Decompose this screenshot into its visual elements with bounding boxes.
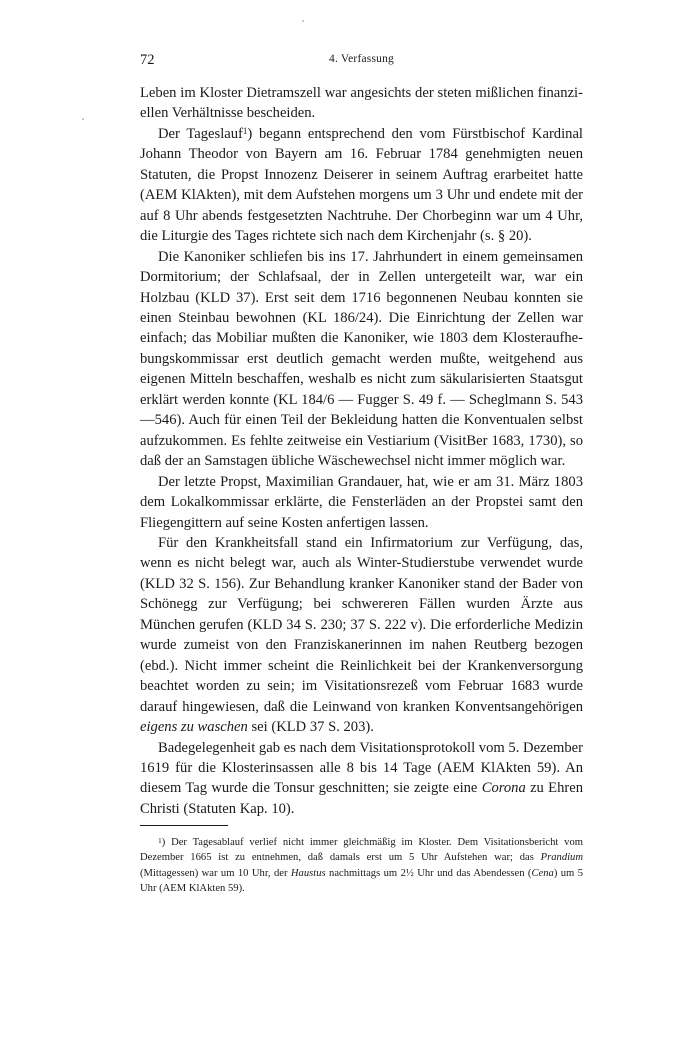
footnote (140, 835, 583, 895)
footnote-divider (140, 825, 228, 826)
scan-speck (302, 20, 304, 22)
paragraph-text: Leben im Kloster Dietramszell war angesichts der steten mißlichen finanziellen Verhältnisse bescheiden. (140, 85, 583, 122)
paragraph-text: Für den Krankheitsfall stand ein Infirmatorium zur Verfügung, das, wenn es nicht belegt war, auch als Winter-Studierstube verwendet wurde (KLD 32 S. 156). Zur Behandlung kranker Kanoniker stand der Bader von Schönegg zur Verfügung; bei schwereren Fällen wurden Ärzte aus München gerufen (KLD 34 S. 230; 37 S. 222 v). Die erforderliche Medizin wurde zumeist von den Franziskanerinnen im nahen Reutberg bezogen (ebd.). Nicht immer scheint die Reinlichkeit bei der Krankenversorgung beachtet worden zu sein; im Visitationsrezeß vom Februar 1683 wurde darauf hingewiesen, daß die Leinwand von kranken Konventsangehörigen (140, 534, 583, 715)
paragraph (140, 472, 583, 533)
book-page (140, 52, 583, 896)
paragraph (140, 124, 583, 247)
italic-term: Haustus (290, 867, 326, 879)
italic-phrase: Corona (481, 780, 526, 797)
main-text (140, 83, 583, 819)
chapter-title: 4. Verfassung (329, 53, 394, 65)
scan-speck (82, 118, 84, 120)
paragraph-text: zu Ehren Christi (Statuten Kap. 10). (140, 780, 584, 817)
footnote-text: ) um 5 Uhr (AEM KlAkten 59). (140, 867, 583, 894)
paragraph-text: sei (KLD 37 S. 203). (247, 719, 374, 736)
footnote-marker[interactable]: 1 (242, 125, 248, 136)
italic-term: Prandium (540, 852, 583, 864)
paragraph-text: Badegelegenheit gab es nach dem Visitationsprotokoll vom 5. Dezember 1619 für die Klosterinsassen alle 8 bis 14 Tage (AEM KlAkten 59). An diesem Tag wurde die Tonsur geschnitten; sie zeigte eine (140, 739, 583, 797)
paragraph-text: ) begann entsprechend den vom Fürstbischof Kardinal Johann Theodor von Bayern am 16. Februar 1784 genehmigten neuen Statuten, die Propst Innozenz Deiserer in seinem Auftrag erarbeitet hatte (AEM KlAkten), mit dem Aufstehen morgens um 3 Uhr und endete mit der auf 8 Uhr abends festgesetzten Nachtruhe. Der Chorbeginn war um 4 Uhr, die Liturgie des Tages richtete sich nach dem Kirchenjahr (s. § 20). (140, 125, 583, 245)
italic-phrase: eigens zu waschen (140, 719, 248, 736)
footnote-text: ) Der Tagesablauf verlief nicht immer gleichmäßig im Kloster. Dem Visitationsbericht vom Dezember 1665 ist zu entnehmen, daß damals erst um 5 Uhr Aufstehen war; das (140, 837, 583, 864)
footnote-text: (Mittagessen) war um 10 Uhr, der (140, 867, 291, 879)
paragraph-text: Der letzte Propst, Maximilian Grandauer, hat, wie er am 31. März 1803 dem Lokalkommissar erklärte, die Fensterläden an der Propstei samt den Fliegengittern auf seine Kosten anfertigen lassen. (140, 473, 583, 531)
paragraph (140, 533, 583, 738)
footnote-text: nachmittags um 2½ Uhr und das Abendessen ( (325, 867, 532, 879)
paragraph (140, 83, 583, 124)
footnote-number: 1 (158, 836, 162, 846)
page-number: 72 (140, 52, 155, 68)
paragraph (140, 738, 583, 820)
paragraph (140, 247, 583, 472)
paragraph-text: Die Kanoniker schliefen bis ins 17. Jahrhundert in einem gemeinsamen Dormitorium; der Schlafsaal, der in Zellen untergeteilt war, war ein Holzbau (KLD 37). Erst seit dem 1716 begonnenen Neubau konnten sie einen Steinbau bewohnen (KL 186/24). Die Einrichtung der Zellen war einfach; das Mobiliar mußten die Kanoniker, wie 1803 dem Klosteraufhebungskommissar erst deutlich gemacht werden mußte, weitgehend aus eigenen Mitteln beschaffen, weshalb es nicht zum säkularisierten Staatsgut erklärt werden konnte (KL 184/6 — Fugger S. 49 f. — Scheglmann S. 543—546). Auch für einen Teil der Bekleidung hatten die Konventualen selbst aufzukommen. Es fehlte zeitweise ein Vestiarium (VisitBer 1683, 1730), so daß der an Samstagen übliche Wäschewechsel nicht immer möglich war. (140, 248, 583, 470)
running-head (140, 52, 583, 74)
paragraph-text: Der Tageslauf (158, 125, 243, 142)
italic-term: Cena (531, 867, 554, 879)
